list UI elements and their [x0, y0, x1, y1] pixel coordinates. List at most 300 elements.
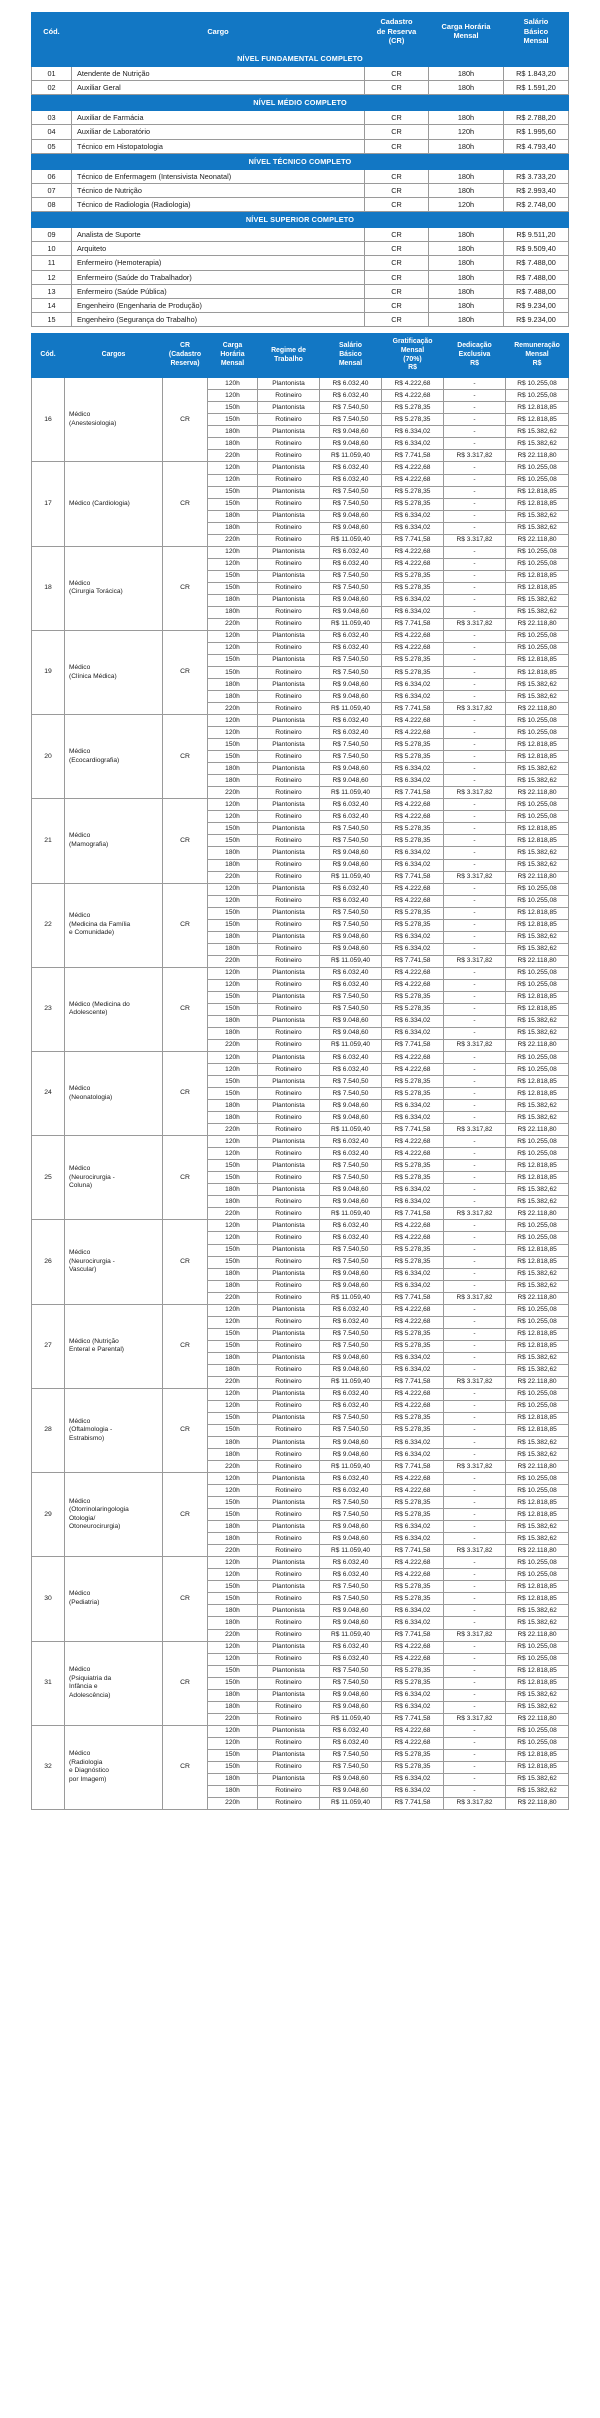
cell-gratificacao: R$ 7.741,58: [382, 534, 444, 546]
cell-gratificacao: R$ 5.278,35: [382, 1677, 444, 1689]
cell-cadastro-reserva: CR: [163, 630, 208, 714]
cell-codigo: 17: [32, 462, 65, 546]
cell-cadastro-reserva: CR: [365, 228, 429, 242]
cell-gratificacao: R$ 6.334,02: [382, 510, 444, 522]
cell-remuneracao-mensal: R$ 12.818,85: [506, 1340, 569, 1352]
cell-salario-basico: R$ 6.032,40: [320, 811, 382, 823]
cell-gratificacao: R$ 5.278,35: [382, 1424, 444, 1436]
cell-remuneracao-mensal: R$ 12.818,85: [506, 582, 569, 594]
cell-remuneracao-mensal: R$ 12.818,85: [506, 1412, 569, 1424]
cell-remuneracao-mensal: R$ 15.382,62: [506, 691, 569, 703]
cell-cadastro-reserva: CR: [163, 715, 208, 799]
cell-gratificacao: R$ 6.334,02: [382, 438, 444, 450]
cell-remuneracao-mensal: R$ 15.382,62: [506, 426, 569, 438]
cell-gratificacao: R$ 4.222,68: [382, 1064, 444, 1076]
cell-cadastro-reserva: CR: [163, 1641, 208, 1725]
cell-carga-horaria: 220h: [208, 871, 258, 883]
cell-remuneracao-mensal: R$ 15.382,62: [506, 1785, 569, 1797]
cell-carga-horaria: 180h: [208, 931, 258, 943]
cell-remuneracao-mensal: R$ 22.118,80: [506, 1124, 569, 1136]
cell-gratificacao: R$ 5.278,35: [382, 667, 444, 679]
cell-gratificacao: R$ 6.334,02: [382, 1364, 444, 1376]
cell-salario-basico: R$ 9.048,60: [320, 438, 382, 450]
cell-carga-horaria: 180h: [208, 1112, 258, 1124]
cargo-line: Médico: [69, 1165, 91, 1172]
cell-regime-trabalho: Plantonista: [258, 763, 320, 775]
cell-cadastro-reserva: CR: [163, 1220, 208, 1304]
cell-salario-basico: R$ 11.059,40: [320, 871, 382, 883]
cargo-line: Otoneurocirurgia): [69, 1523, 121, 1531]
cell-salario-basico: R$ 7.540,50: [320, 1497, 382, 1509]
cell-regime-trabalho: Plantonista: [258, 991, 320, 1003]
cell-remuneracao-mensal: R$ 12.818,85: [506, 1749, 569, 1761]
cell-regime-trabalho: Plantonista: [258, 1076, 320, 1088]
cell-remuneracao-mensal: R$ 22.118,80: [506, 450, 569, 462]
cell-cargo: [65, 546, 163, 630]
cell-gratificacao: R$ 7.741,58: [382, 871, 444, 883]
header-line: Mensal: [220, 360, 245, 368]
cell-gratificacao: R$ 4.222,68: [382, 1485, 444, 1497]
cell-regime-trabalho: Rotineiro: [258, 1003, 320, 1015]
cell-salario-basico: R$ 9.048,60: [320, 1689, 382, 1701]
cell-gratificacao: R$ 5.278,35: [382, 486, 444, 498]
cell-salario-basico: R$ 6.032,40: [320, 715, 382, 727]
header-line: Exclusiva: [458, 351, 491, 359]
cell-gratificacao: R$ 6.334,02: [382, 1015, 444, 1027]
cell-regime-trabalho: Rotineiro: [258, 390, 320, 402]
table-row: [32, 125, 569, 139]
cell-remuneracao-mensal: R$ 15.382,62: [506, 1100, 569, 1112]
cell-dedicacao-exclusiva: -: [444, 1268, 506, 1280]
cargo-line: (Ecocardiografia): [69, 756, 120, 764]
cell-carga-horaria: 150h: [208, 486, 258, 498]
cargo-line: Médico: [69, 1249, 91, 1257]
cell-regime-trabalho: Rotineiro: [258, 1701, 320, 1713]
cell-remuneracao-mensal: R$ 22.118,80: [506, 618, 569, 630]
cell-dedicacao-exclusiva: -: [444, 1581, 506, 1593]
cell-codigo: 24: [32, 1052, 65, 1136]
cell-codigo: 27: [32, 1304, 65, 1388]
cell-salario-basico: R$ 7.540,50: [320, 1088, 382, 1100]
cell-carga-horaria: 180h: [208, 679, 258, 691]
cell-gratificacao: R$ 5.278,35: [382, 1749, 444, 1761]
cell-salario-basico: R$ 9.048,60: [320, 679, 382, 691]
header-line: Cargos: [101, 351, 126, 359]
cell-salario-basico: R$ 3.733,20: [504, 169, 569, 183]
cell-gratificacao: R$ 4.222,68: [382, 558, 444, 570]
cell-gratificacao: R$ 5.278,35: [382, 919, 444, 931]
cell-gratificacao: R$ 5.278,35: [382, 1076, 444, 1088]
cell-cargo: Enfermeiro (Hemoterapia): [72, 256, 365, 270]
cell-salario-basico: R$ 6.032,40: [320, 462, 382, 474]
cell-salario-basico: R$ 6.032,40: [320, 642, 382, 654]
cell-gratificacao: R$ 4.222,68: [382, 1148, 444, 1160]
cell-regime-trabalho: Plantonista: [258, 486, 320, 498]
cell-salario-basico: R$ 6.032,40: [320, 1641, 382, 1653]
cell-carga-horaria: 150h: [208, 667, 258, 679]
cell-regime-trabalho: Rotineiro: [258, 1208, 320, 1220]
cell-salario-basico: R$ 9.048,60: [320, 1785, 382, 1797]
cell-dedicacao-exclusiva: -: [444, 1617, 506, 1629]
cell-regime-trabalho: Rotineiro: [258, 1039, 320, 1051]
cell-regime-trabalho: Rotineiro: [258, 703, 320, 715]
header-line: Cód.: [43, 26, 60, 36]
table-row: [32, 270, 569, 284]
table-row: [32, 228, 569, 242]
cell-salario-basico: R$ 7.540,50: [320, 1172, 382, 1184]
cell-gratificacao: R$ 6.334,02: [382, 1533, 444, 1545]
cell-salario-basico: R$ 9.048,60: [320, 1617, 382, 1629]
cell-dedicacao-exclusiva: -: [444, 1136, 506, 1148]
cell-dedicacao-exclusiva: R$ 3.317,82: [444, 1461, 506, 1473]
cell-gratificacao: R$ 4.222,68: [382, 1316, 444, 1328]
cell-remuneracao-mensal: R$ 10.255,08: [506, 799, 569, 811]
cell-dedicacao-exclusiva: -: [444, 546, 506, 558]
cell-dedicacao-exclusiva: -: [444, 1064, 506, 1076]
header-line: Mensal: [338, 360, 363, 368]
cell-dedicacao-exclusiva: -: [444, 1761, 506, 1773]
cell-salario-basico: R$ 11.059,40: [320, 703, 382, 715]
table-row: [32, 967, 569, 979]
table-row: [32, 256, 569, 270]
cell-gratificacao: R$ 4.222,68: [382, 1136, 444, 1148]
cell-remuneracao-mensal: R$ 10.255,08: [506, 1400, 569, 1412]
cell-dedicacao-exclusiva: -: [444, 486, 506, 498]
cell-regime-trabalho: Rotineiro: [258, 474, 320, 486]
cell-regime-trabalho: Rotineiro: [258, 667, 320, 679]
cargo-line: (Oftalmologia -: [69, 1426, 113, 1434]
cell-carga-horaria: 180h: [208, 1352, 258, 1364]
cell-regime-trabalho: Rotineiro: [258, 871, 320, 883]
cell-carga-horaria: 180h: [208, 775, 258, 787]
cell-remuneracao-mensal: R$ 10.255,08: [506, 1485, 569, 1497]
cell-dedicacao-exclusiva: -: [444, 1785, 506, 1797]
cell-dedicacao-exclusiva: R$ 3.317,82: [444, 787, 506, 799]
cell-carga-horaria: 120h: [208, 474, 258, 486]
cell-dedicacao-exclusiva: -: [444, 1593, 506, 1605]
cell-regime-trabalho: Rotineiro: [258, 1400, 320, 1412]
cell-regime-trabalho: Rotineiro: [258, 1785, 320, 1797]
cell-gratificacao: R$ 6.334,02: [382, 594, 444, 606]
cell-remuneracao-mensal: R$ 15.382,62: [506, 943, 569, 955]
cell-gratificacao: R$ 5.278,35: [382, 907, 444, 919]
cell-carga-horaria: 120h: [208, 811, 258, 823]
cell-remuneracao-mensal: R$ 10.255,08: [506, 1316, 569, 1328]
cell-remuneracao-mensal: R$ 15.382,62: [506, 1773, 569, 1785]
cell-dedicacao-exclusiva: -: [444, 462, 506, 474]
cell-dedicacao-exclusiva: -: [444, 691, 506, 703]
cell-dedicacao-exclusiva: -: [444, 1701, 506, 1713]
cell-dedicacao-exclusiva: -: [444, 799, 506, 811]
cell-remuneracao-mensal: R$ 12.818,85: [506, 1003, 569, 1015]
cell-dedicacao-exclusiva: -: [444, 1653, 506, 1665]
cell-carga-horaria: 180h: [429, 139, 504, 153]
cell-salario-basico: R$ 7.540,50: [320, 919, 382, 931]
cell-salario-basico: R$ 11.059,40: [320, 1376, 382, 1388]
cell-carga-horaria: 180h: [208, 1701, 258, 1713]
cell-gratificacao: R$ 6.334,02: [382, 1773, 444, 1785]
cell-carga-horaria: 180h: [208, 1605, 258, 1617]
cell-dedicacao-exclusiva: R$ 3.317,82: [444, 871, 506, 883]
table-row: [32, 1388, 569, 1400]
cargo-line: Médico: [69, 1417, 91, 1425]
cell-regime-trabalho: Rotineiro: [258, 1112, 320, 1124]
cell-remuneracao-mensal: R$ 15.382,62: [506, 1027, 569, 1039]
cell-salario-basico: R$ 9.048,60: [320, 775, 382, 787]
cell-remuneracao-mensal: R$ 22.118,80: [506, 1208, 569, 1220]
cell-regime-trabalho: Plantonista: [258, 907, 320, 919]
cell-carga-horaria: 150h: [208, 414, 258, 426]
cell-dedicacao-exclusiva: -: [444, 883, 506, 895]
cell-salario-basico: R$ 6.032,40: [320, 378, 382, 390]
cell-salario-basico: R$ 6.032,40: [320, 1232, 382, 1244]
cell-remuneracao-mensal: R$ 22.118,80: [506, 955, 569, 967]
cell-dedicacao-exclusiva: -: [444, 1256, 506, 1268]
cell-salario-basico: R$ 11.059,40: [320, 1629, 382, 1641]
cell-gratificacao: R$ 6.334,02: [382, 1689, 444, 1701]
header-line: Trabalho: [274, 355, 303, 363]
cell-remuneracao-mensal: R$ 15.382,62: [506, 1364, 569, 1376]
cell-salario-basico: R$ 11.059,40: [320, 534, 382, 546]
cell-carga-horaria: 150h: [208, 1076, 258, 1088]
cell-salario-basico: R$ 9.048,60: [320, 1533, 382, 1545]
cell-remuneracao-mensal: R$ 10.255,08: [506, 642, 569, 654]
cell-dedicacao-exclusiva: -: [444, 679, 506, 691]
cell-salario-basico: R$ 1.995,60: [504, 125, 569, 139]
cell-salario-basico: R$ 6.032,40: [320, 1569, 382, 1581]
cell-salario-basico: R$ 9.048,60: [320, 943, 382, 955]
cell-dedicacao-exclusiva: -: [444, 654, 506, 666]
cell-dedicacao-exclusiva: -: [444, 1400, 506, 1412]
cell-gratificacao: R$ 4.222,68: [382, 1725, 444, 1737]
cell-regime-trabalho: Plantonista: [258, 1136, 320, 1148]
cell-carga-horaria: 180h: [208, 606, 258, 618]
cell-gratificacao: R$ 6.334,02: [382, 1352, 444, 1364]
cell-regime-trabalho: Plantonista: [258, 630, 320, 642]
cell-remuneracao-mensal: R$ 10.255,08: [506, 1388, 569, 1400]
cell-carga-horaria: 180h: [429, 312, 504, 326]
cell-regime-trabalho: Rotineiro: [258, 811, 320, 823]
cell-remuneracao-mensal: R$ 15.382,62: [506, 1605, 569, 1617]
table2-header-cell-4: [258, 333, 320, 377]
table-row: [32, 139, 569, 153]
cargo-line: Adolescência): [69, 1691, 111, 1699]
cell-carga-horaria: 120h: [208, 883, 258, 895]
cell-gratificacao: R$ 6.334,02: [382, 763, 444, 775]
cell-carga-horaria: 120h: [208, 1473, 258, 1485]
cell-codigo: 25: [32, 1136, 65, 1220]
cell-carga-horaria: 180h: [208, 1773, 258, 1785]
cell-gratificacao: R$ 5.278,35: [382, 414, 444, 426]
cell-remuneracao-mensal: R$ 12.818,85: [506, 1509, 569, 1521]
cell-gratificacao: R$ 5.278,35: [382, 498, 444, 510]
cell-carga-horaria: 120h: [208, 1641, 258, 1653]
cell-regime-trabalho: Rotineiro: [258, 859, 320, 871]
cell-cadastro-reserva: CR: [163, 1388, 208, 1472]
cell-dedicacao-exclusiva: -: [444, 967, 506, 979]
cell-gratificacao: R$ 7.741,58: [382, 1208, 444, 1220]
table2-body: [32, 378, 569, 1810]
cell-remuneracao-mensal: R$ 15.382,62: [506, 1196, 569, 1208]
cargo-line: Médico: [69, 748, 91, 756]
cell-remuneracao-mensal: R$ 22.118,80: [506, 703, 569, 715]
cell-dedicacao-exclusiva: R$ 3.317,82: [444, 955, 506, 967]
cell-salario-basico: R$ 7.540,50: [320, 582, 382, 594]
cell-dedicacao-exclusiva: -: [444, 1437, 506, 1449]
header-line: Gratificação: [392, 337, 433, 345]
cell-remuneracao-mensal: R$ 15.382,62: [506, 1521, 569, 1533]
cell-remuneracao-mensal: R$ 10.255,08: [506, 1725, 569, 1737]
cell-carga-horaria: 150h: [208, 739, 258, 751]
cell-dedicacao-exclusiva: -: [444, 1244, 506, 1256]
cell-salario-basico: R$ 7.540,50: [320, 486, 382, 498]
cell-gratificacao: R$ 7.741,58: [382, 955, 444, 967]
cell-gratificacao: R$ 4.222,68: [382, 378, 444, 390]
table-row: [32, 1136, 569, 1148]
cell-cargo: [65, 1052, 163, 1136]
table2-header-cell-2: [163, 333, 208, 377]
cell-regime-trabalho: Rotineiro: [258, 775, 320, 787]
cell-carga-horaria: 150h: [208, 1412, 258, 1424]
cell-regime-trabalho: Rotineiro: [258, 1713, 320, 1725]
cell-remuneracao-mensal: R$ 15.382,62: [506, 1015, 569, 1027]
cell-remuneracao-mensal: R$ 10.255,08: [506, 378, 569, 390]
cell-gratificacao: R$ 4.222,68: [382, 967, 444, 979]
cell-gratificacao: R$ 5.278,35: [382, 1172, 444, 1184]
cell-carga-horaria: 180h: [208, 438, 258, 450]
cell-regime-trabalho: Rotineiro: [258, 1196, 320, 1208]
cargo-line: Médico: [69, 1085, 91, 1093]
cell-remuneracao-mensal: R$ 10.255,08: [506, 895, 569, 907]
cargo-line: Médico: [69, 411, 91, 419]
section-band-row: [32, 95, 569, 111]
cell-codigo: 26: [32, 1220, 65, 1304]
cell-regime-trabalho: Plantonista: [258, 847, 320, 859]
cell-dedicacao-exclusiva: R$ 3.317,82: [444, 618, 506, 630]
table-row: [32, 169, 569, 183]
cell-salario-basico: R$ 11.059,40: [320, 955, 382, 967]
cell-cadastro-reserva: CR: [163, 1557, 208, 1641]
cell-gratificacao: R$ 7.741,58: [382, 618, 444, 630]
cell-regime-trabalho: Rotineiro: [258, 534, 320, 546]
cell-gratificacao: R$ 7.741,58: [382, 1713, 444, 1725]
cell-codigo: 03: [32, 111, 72, 125]
cell-dedicacao-exclusiva: -: [444, 1665, 506, 1677]
cell-carga-horaria: 180h: [429, 242, 504, 256]
cell-dedicacao-exclusiva: -: [444, 1605, 506, 1617]
cell-remuneracao-mensal: R$ 10.255,08: [506, 1473, 569, 1485]
cell-dedicacao-exclusiva: -: [444, 474, 506, 486]
table-row: [32, 883, 569, 895]
cell-carga-horaria: 120h: [208, 799, 258, 811]
cell-gratificacao: R$ 6.334,02: [382, 1100, 444, 1112]
cell-carga-horaria: 220h: [208, 955, 258, 967]
cell-regime-trabalho: Rotineiro: [258, 1364, 320, 1376]
table2-header-row: [32, 333, 569, 377]
header-line: R$: [470, 360, 479, 368]
cell-gratificacao: R$ 4.222,68: [382, 811, 444, 823]
cell-gratificacao: R$ 7.741,58: [382, 1124, 444, 1136]
cell-remuneracao-mensal: R$ 22.118,80: [506, 1545, 569, 1557]
cell-carga-horaria: 180h: [208, 1617, 258, 1629]
cell-codigo: 16: [32, 378, 65, 462]
cell-gratificacao: R$ 6.334,02: [382, 1196, 444, 1208]
cell-cadastro-reserva: CR: [365, 111, 429, 125]
cell-carga-horaria: 120h: [208, 1557, 258, 1569]
cell-dedicacao-exclusiva: -: [444, 979, 506, 991]
cell-gratificacao: R$ 6.334,02: [382, 606, 444, 618]
cell-remuneracao-mensal: R$ 10.255,08: [506, 1136, 569, 1148]
cell-salario-basico: R$ 11.059,40: [320, 618, 382, 630]
cell-codigo: 02: [32, 81, 72, 95]
cell-salario-basico: R$ 9.048,60: [320, 931, 382, 943]
cell-dedicacao-exclusiva: R$ 3.317,82: [444, 534, 506, 546]
cell-carga-horaria: 180h: [208, 1364, 258, 1376]
cell-salario-basico: R$ 6.032,40: [320, 1725, 382, 1737]
cell-gratificacao: R$ 4.222,68: [382, 1220, 444, 1232]
table1-header: [32, 13, 569, 51]
cell-cargo: Engenheiro (Segurança do Trabalho): [72, 312, 365, 326]
cell-codigo: 01: [32, 66, 72, 80]
cell-remuneracao-mensal: R$ 15.382,62: [506, 1280, 569, 1292]
cell-salario-basico: R$ 7.540,50: [320, 751, 382, 763]
section-band-row: [32, 153, 569, 169]
cell-carga-horaria: 180h: [208, 763, 258, 775]
cell-remuneracao-mensal: R$ 22.118,80: [506, 534, 569, 546]
cell-cargo: Técnico em Histopatologia: [72, 139, 365, 153]
cell-remuneracao-mensal: R$ 12.818,85: [506, 1593, 569, 1605]
cell-cargo: Técnico de Radiologia (Radiologia): [72, 197, 365, 211]
cell-remuneracao-mensal: R$ 10.255,08: [506, 390, 569, 402]
cell-gratificacao: R$ 4.222,68: [382, 1569, 444, 1581]
cargo-line: Enteral e Parental): [69, 1346, 124, 1354]
cell-regime-trabalho: Rotineiro: [258, 1232, 320, 1244]
header-line: Mensal: [400, 346, 425, 354]
cell-carga-horaria: 220h: [208, 450, 258, 462]
cell-remuneracao-mensal: R$ 15.382,62: [506, 1533, 569, 1545]
cell-carga-horaria: 180h: [208, 1015, 258, 1027]
cell-dedicacao-exclusiva: -: [444, 739, 506, 751]
cell-codigo: 32: [32, 1725, 65, 1809]
cell-gratificacao: R$ 5.278,35: [382, 1244, 444, 1256]
cell-salario-basico: R$ 6.032,40: [320, 1136, 382, 1148]
cell-codigo: 11: [32, 256, 72, 270]
cell-carga-horaria: 150h: [208, 1340, 258, 1352]
cell-regime-trabalho: Rotineiro: [258, 1449, 320, 1461]
cell-regime-trabalho: Plantonista: [258, 1015, 320, 1027]
cell-gratificacao: R$ 7.741,58: [382, 1376, 444, 1388]
cell-salario-basico: R$ 7.540,50: [320, 498, 382, 510]
cell-carga-horaria: 150h: [208, 1593, 258, 1605]
cell-carga-horaria: 220h: [208, 1461, 258, 1473]
cell-regime-trabalho: Plantonista: [258, 1412, 320, 1424]
cell-regime-trabalho: Rotineiro: [258, 414, 320, 426]
cell-remuneracao-mensal: R$ 10.255,08: [506, 883, 569, 895]
header-line: Carga: [222, 342, 243, 350]
cell-carga-horaria: 180h: [429, 256, 504, 270]
cell-carga-horaria: 180h: [208, 859, 258, 871]
cell-carga-horaria: 120h: [208, 967, 258, 979]
cell-salario-basico: R$ 7.540,50: [320, 570, 382, 582]
cell-regime-trabalho: Rotineiro: [258, 1088, 320, 1100]
cell-gratificacao: R$ 6.334,02: [382, 522, 444, 534]
cell-gratificacao: R$ 6.334,02: [382, 426, 444, 438]
table-row: [32, 1641, 569, 1653]
section-band-row: [32, 212, 569, 228]
cell-dedicacao-exclusiva: R$ 3.317,82: [444, 1208, 506, 1220]
cargo-line: Coluna): [69, 1182, 93, 1190]
cell-cargo: Engenheiro (Engenharia de Produção): [72, 298, 365, 312]
